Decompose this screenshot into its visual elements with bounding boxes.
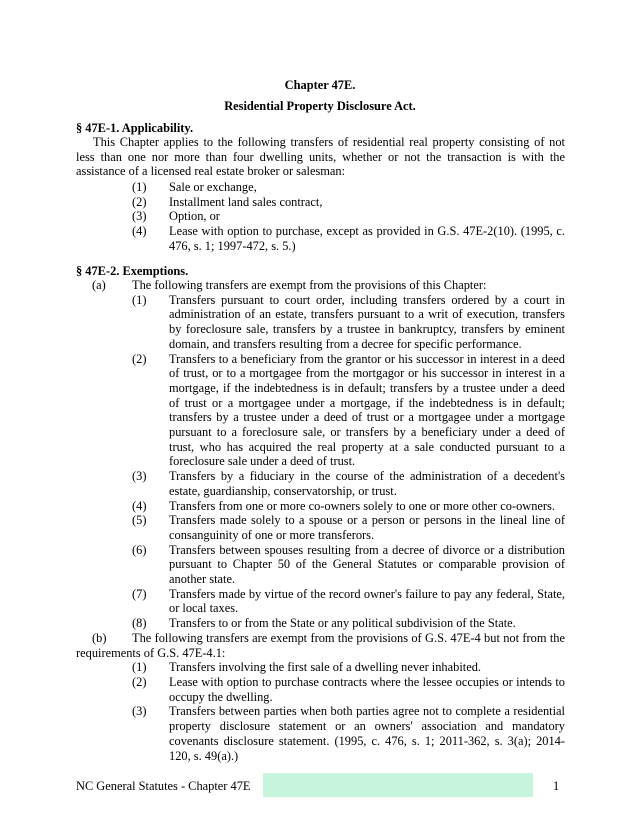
section-47e-1-intro: This Chapter applies to the following transfers of residential real property consisting of not less than one nor more than four dwelling units, whether or not the transaction is with the assistance of a licensed real estate broker or salesman:	[76, 135, 565, 179]
list-item-text: Lease with option to purchase, except as provided in G.S. 47E-2(10). (1995, c. 476, s. 1; 1997-472, s. 5.)	[169, 224, 565, 253]
list-item	[0, 209, 640, 224]
list-item-text: Transfers involving the first sale of a dwelling never inhabited.	[169, 660, 481, 675]
chapter-title: Chapter 47E.	[284, 78, 356, 92]
list-item-text: Option, or	[169, 209, 220, 224]
list-item	[0, 660, 640, 675]
list-item	[0, 543, 640, 587]
section-heading-47e-2: § 47E-2. Exemptions.	[76, 264, 189, 278]
list-item	[0, 180, 640, 195]
list-item-number: (4)	[132, 498, 147, 513]
list-item-text: Transfers between parties when both parties agree not to complete a residential property disclosure statement or an owners' association and mandatory covenants disclosure statement. (1995, c. 476, s. 1; 2011-362, s. 3(a); 2014-120, s. 49(a).)	[169, 704, 565, 763]
list-item-text: Transfers to a beneficiary from the grantor or his successor in interest in a deed of trust, or to a mortgagee from the mortgagor or his successor in interest in a mortgage, if the indebtedness is in default; transfers by a trustee under a deed of trust or a mortgagee under a mortgage, if the indebtedness is in default; transfers by a trustee under a deed of trust or a mortgagee under a mortgage pursuant to a foreclosure sale, or transfers by a beneficiary under a deed of trust, who has acquired the real property at a sale conducted pursuant to a foreclosure sale under a deed of trust.	[169, 351, 565, 469]
subsection-text: The following transfers are exempt from the provisions of G.S. 47E-4 but not from the requirements of G.S. 47E-4.1:	[76, 630, 565, 660]
list-item-text: Transfers to or from the State or any political subdivision of the State.	[169, 616, 516, 631]
list-item-number: (1)	[132, 292, 147, 307]
section-heading-47e-1: § 47E-1. Applicability.	[76, 121, 194, 135]
list-item	[0, 195, 640, 210]
list-item-number: (3)	[132, 209, 147, 224]
subsection-text: The following transfers are exempt from the provisions of this Chapter:	[132, 278, 487, 292]
footer-highlight-bar	[263, 773, 533, 797]
list-item-text: Transfers made solely to a spouse or a person or persons in the lineal line of consanguinity of one or more transferors.	[169, 513, 565, 542]
list-item	[0, 616, 640, 631]
list-item-number: (1)	[132, 660, 147, 675]
subsection-number: (a)	[92, 278, 106, 292]
list-item	[0, 704, 640, 763]
subsection-number: (b)	[92, 630, 107, 645]
section-47e-1-list	[0, 180, 640, 254]
list-item-number: (3)	[132, 469, 147, 484]
footer-title: NC General Statutes - Chapter 47E	[76, 779, 251, 793]
page-number: 1	[553, 779, 560, 793]
list-item	[0, 587, 640, 616]
list-item-number: (8)	[132, 616, 147, 631]
list-item	[0, 675, 640, 704]
list-item-number: (6)	[132, 542, 147, 557]
subsection-b-list	[0, 660, 640, 763]
subsection-b	[0, 631, 640, 660]
list-item	[0, 513, 640, 542]
list-item	[0, 469, 640, 498]
list-item-number: (2)	[132, 674, 147, 689]
list-item-text: Transfers from one or more co-owners solely to one or more other co-owners.	[169, 498, 555, 513]
list-item-number: (1)	[132, 180, 147, 194]
subsection-a-list	[0, 293, 640, 631]
list-item-number: (2)	[132, 194, 147, 209]
section-47e-2-body	[0, 278, 640, 763]
list-item-number: (4)	[132, 224, 147, 239]
act-title: Residential Property Disclosure Act.	[224, 99, 416, 113]
subsection-a	[0, 278, 640, 293]
list-item-text: Lease with option to purchase contracts where the lessee occupies or intends to occupy the dwelling.	[169, 674, 565, 704]
list-item-text: Transfers between spouses resulting from a decree of divorce or a distribution pursuant to Chapter 50 of the General Statutes or comparable provision of another state.	[169, 542, 565, 587]
list-item-text: Transfers pursuant to court order, including transfers ordered by a court in administration of an estate, transfers pursuant to a writ of execution, transfers by foreclosure sale, transfers by a trustee in bankruptcy, transfers by eminent domain, and transfers resulting from a decree for specific performance.	[169, 292, 565, 351]
list-item	[0, 352, 640, 470]
list-item-number: (5)	[132, 513, 147, 528]
list-item	[0, 224, 640, 253]
list-item	[0, 499, 640, 514]
list-item-number: (7)	[132, 586, 147, 601]
list-item-text: Transfers by a fiduciary in the course of the administration of a decedent's estate, guardianship, conservatorship, or trust.	[169, 469, 565, 498]
list-item-text: Transfers made by virtue of the record owner's failure to pay any federal, State, or local taxes.	[169, 586, 565, 616]
list-item-text: Sale or exchange,	[169, 180, 257, 194]
list-item	[0, 293, 640, 352]
list-item-number: (3)	[132, 704, 147, 719]
list-item-number: (2)	[132, 351, 147, 366]
list-item-text: Installment land sales contract,	[169, 194, 323, 209]
